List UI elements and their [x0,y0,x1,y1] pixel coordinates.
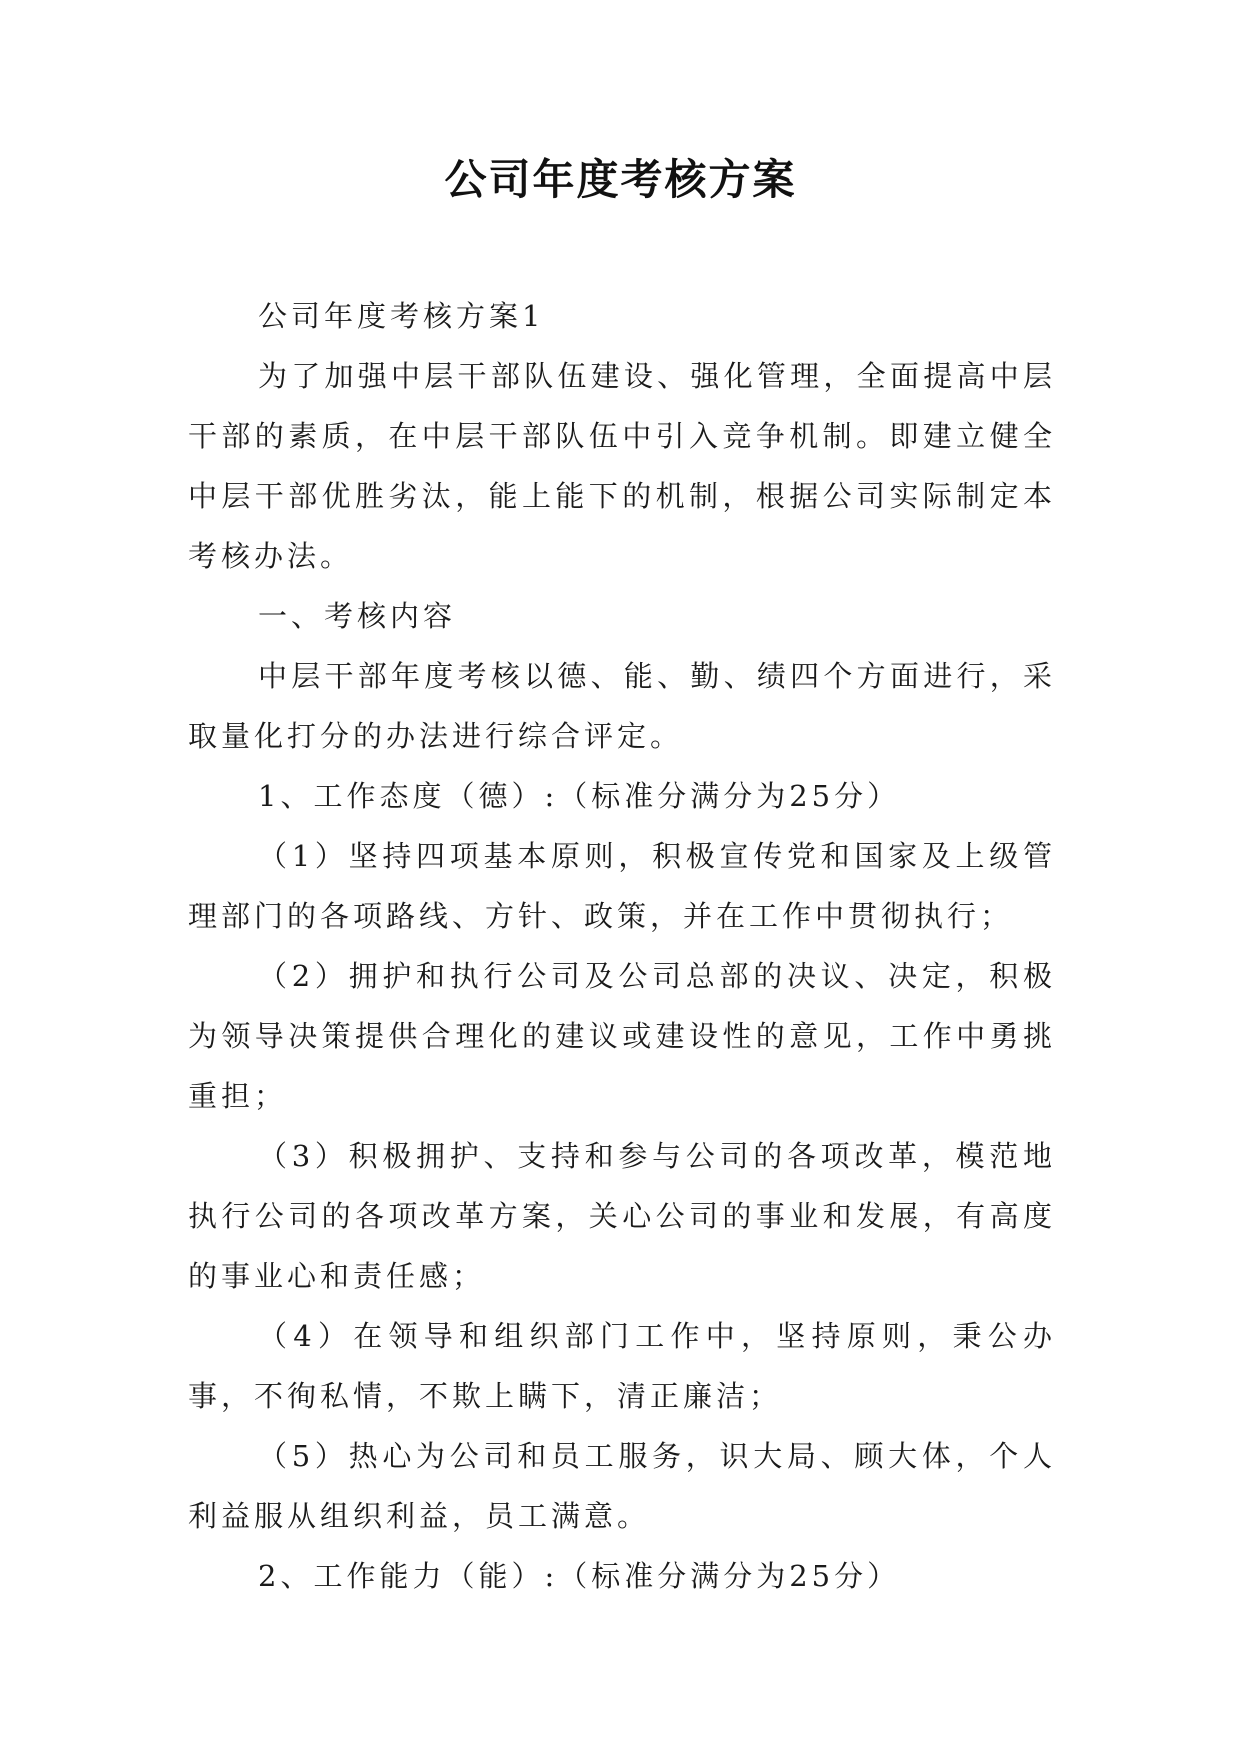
list-item-1: （1）坚持四项基本原则，积极宣传党和国家及上级管理部门的各项路线、方针、政策，并在工作中贯彻执行； [188,839,1056,933]
list-item-2: （2）拥护和执行公司及公司总部的决议、决定，积极为领导决策提供合理化的建议或建设性的意见，工作中勇挑重担； [188,959,1056,1113]
list-item-4: （4）在领导和组织部门工作中，坚持原则，秉公办事，不徇私情，不欺上瞒下，清正廉洁； [188,1319,1056,1413]
document-title: 公司年度考核方案 [444,155,797,204]
paragraph-intro: 为了加强中层干部队伍建设、强化管理，全面提高中层干部的素质，在中层干部队伍中引入竞争机制。即建立健全中层干部优胜劣汰，能上能下的机制，根据公司实际制定本考核办法。 [188,359,1056,573]
list-item-3: （3）积极拥护、支持和参与公司的各项改革，模范地执行公司的各项改革方案，关心公司的事业和发展，有高度的事业心和责任感； [188,1139,1056,1293]
document-body [188,286,1056,1606]
subsection-work-ability: 2、工作能力（能）:（标准分满分为25分） [258,1559,901,1593]
list-item-5: （5）热心为公司和员工服务，识大局、顾大体，个人利益服从组织利益，员工满意。 [188,1439,1056,1533]
section-heading-content: 一、考核内容 [258,599,457,633]
paragraph-heading-1: 公司年度考核方案1 [258,299,545,333]
paragraph-content-desc: 中层干部年度考核以德、能、勤、绩四个方面进行，采取量化打分的办法进行综合评定。 [188,659,1056,753]
subsection-work-attitude: 1、工作态度（德）:（标准分满分为25分） [258,779,901,813]
